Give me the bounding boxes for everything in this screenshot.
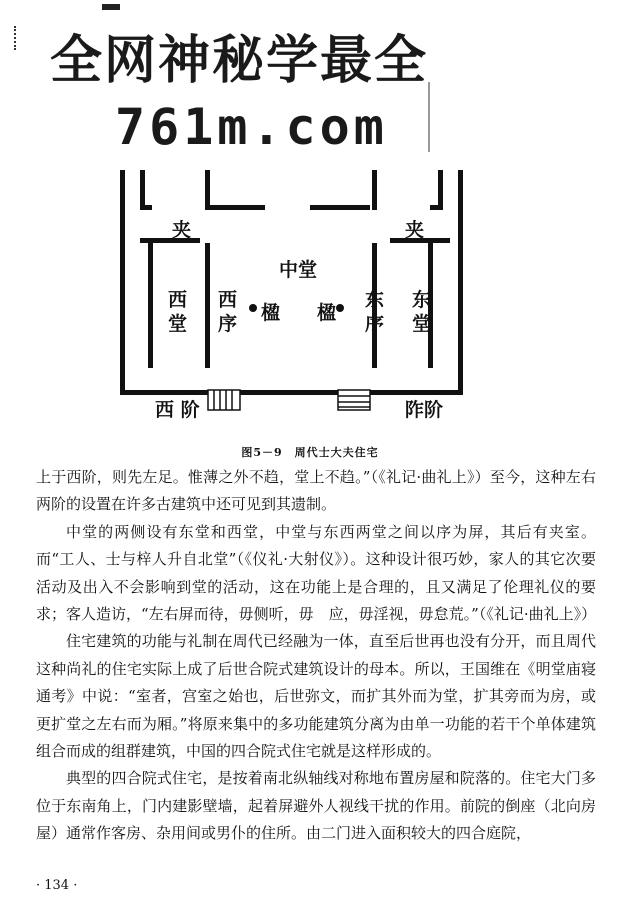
watermark-title: 全网神秘学最全 bbox=[50, 31, 429, 91]
column-dot bbox=[249, 304, 257, 312]
wall-east bbox=[458, 170, 463, 395]
scan-speck bbox=[14, 26, 22, 50]
paragraph: 住宅建筑的功能与礼制在周代已经融为一体，直至后世再也没有分开，而且周代这种尚礼的住宅实际上成了后世合院式建筑设计的母本。所以，王国维在《明堂庙寝通考》中说：“室者，宫室之始也，后世弥文，而扩其外而为堂，扩其旁而为房，或更扩堂之左右而为厢。”将原来集中的多功能建筑分离为由单一功能的若干个单体建筑组合而成的组群建筑，中国的四合院式住宅就是这样形成的。 bbox=[36, 632, 596, 761]
label-jia-left: 夹 bbox=[172, 219, 192, 241]
west-stairs-icon bbox=[208, 390, 240, 410]
watermark-url: 761m.com bbox=[115, 98, 388, 156]
label-xitang: 西 堂 bbox=[168, 289, 188, 335]
label-xixu: 西 序 bbox=[218, 289, 238, 335]
label-xijie: 西 阶 bbox=[155, 399, 200, 421]
figure-caption: 图5－9 周代士大夫住宅 bbox=[241, 446, 379, 459]
label-zhongtang: 中堂 bbox=[279, 259, 318, 281]
east-stairs-icon bbox=[338, 390, 370, 410]
label-zuojie: 阼阶 bbox=[405, 399, 444, 421]
label-jia-right: 夹 bbox=[405, 219, 425, 241]
paragraph: 上于西阶，则先左足。惟薄之外不趋，堂上不趋。”（《礼记·曲礼上》）至今，这种左右两阶的设置在许多古建筑中还可见到其遗制。 bbox=[36, 468, 596, 514]
paragraph: 典型的四合院式住宅，是按着南北纵轴线对称地布置房屋和院落的。住宅大门多位于东南角上，门内建影壁墙，起着屏避外人视线干扰的作用。前院的倒座（北向房屋）通常作客房、杂用间或男仆的住所。由二门进入面积较大的四合庭院， bbox=[36, 769, 596, 843]
label-ying-right: 楹 bbox=[317, 302, 337, 324]
paragraph: 中堂的两侧设有东堂和西堂，中堂与东西两堂之间以序为屏，其后有夹室。而“工人、士与梓人升自北堂”（《仪礼·大射仪》）。这种设计很巧妙，家人的其它次要活动及出入不会影响到堂的活动，这在功能上是合理的，且又满足了伦理礼仪的要求；客人造访，“左右屏而待，毋侧听，毋 应，毋淫视，毋怠荒。”（《礼记·曲礼上》） bbox=[36, 522, 597, 624]
scan-line bbox=[428, 82, 430, 152]
wall-west bbox=[120, 170, 125, 395]
column-dot bbox=[336, 304, 344, 312]
scan-mark bbox=[102, 4, 120, 10]
page-number: · 134 · bbox=[36, 878, 78, 893]
label-dongtang: 东 堂 bbox=[412, 289, 432, 335]
label-ying-left: 楹 bbox=[261, 302, 281, 324]
label-dongxu: 东 序 bbox=[365, 289, 385, 335]
body-text bbox=[36, 464, 596, 848]
